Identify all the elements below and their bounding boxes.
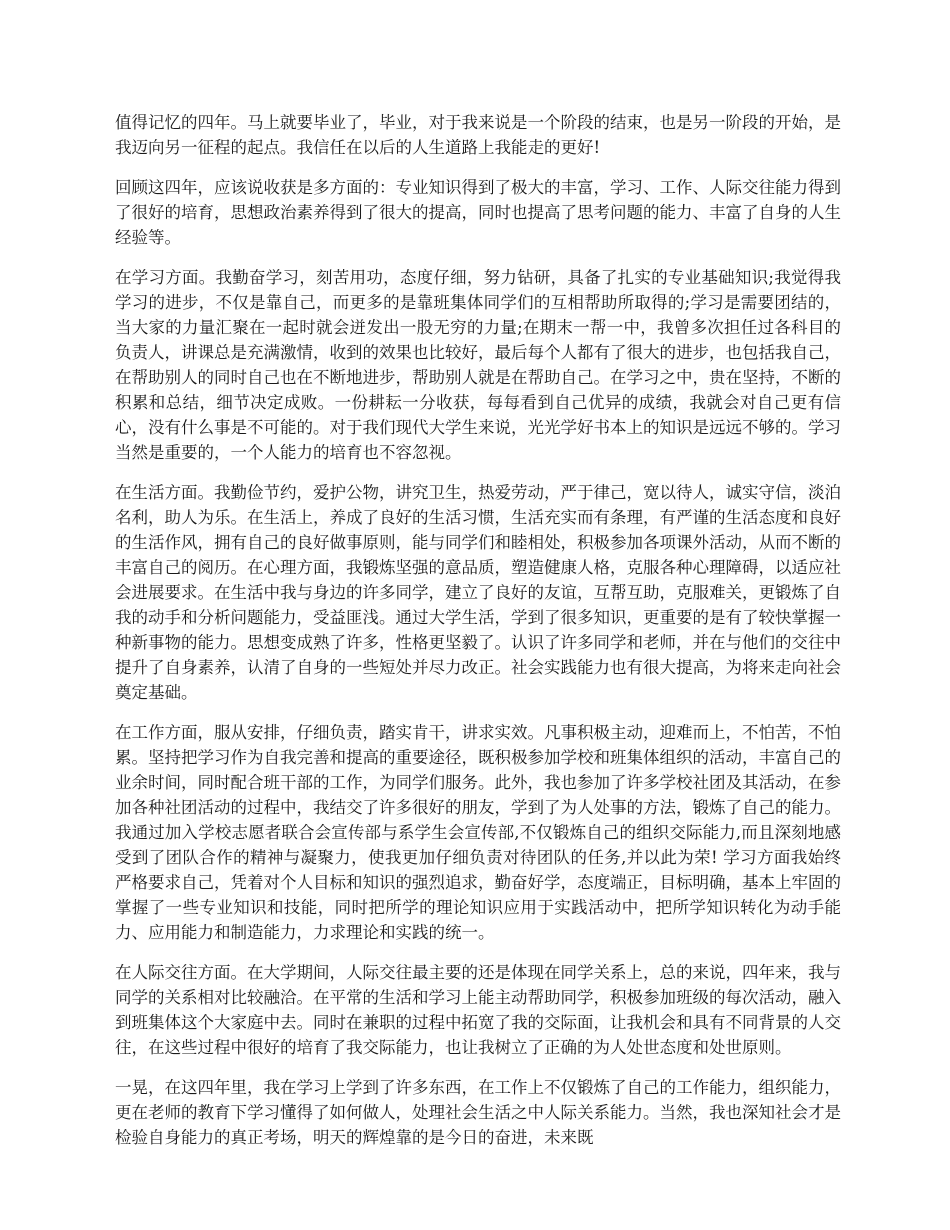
paragraph-life: 在生活方面。我勤俭节约，爱护公物，讲究卫生，热爱劳动，严于律己，宽以待人，诚实守信，淡泊名利，助人为乐。在生活上，养成了良好的生活习惯，生活充实而有条理，有严谨的生活态度和良好的生活作风，拥有自己的良好做事原则，能与同学们和睦相处，积极参加各项课外活动，从而不断的丰富自己的阅历。在心理方面，我锻炼坚强的意品质，塑造健康人格，克服各种心理障碍，以适应社会进展要求。在生活中我与身边的许多同学，建立了良好的友谊，互帮互助，克服难关，更锻炼了自我的动手和分析问题能力，受益匪浅。通过大学生活，学到了很多知识，更重要的是有了较快掌握一种新事物的能力。思想变成熟了许多，性格更坚毅了。认识了许多同学和老师，并在与他们的交往中提升了自身素养，认清了自身的一些短处并尽力改正。社会实践能力也有很大提高，为将来走向社会奠定基础。 xyxy=(115,483,841,702)
paragraph-conclusion: 一晃，在这四年里，我在学习上学到了许多东西，在工作上不仅锻炼了自己的工作能力，组织能力，更在老师的教育下学习懂得了如何做人，处理社会生活之中人际关系能力。当然，我也深知社会才是检验自身能力的真正考场，明天的辉煌靠的是今日的奋进，未来既 xyxy=(115,1078,841,1147)
paragraph-work: 在工作方面，服从安排，仔细负责，踏实肯干，讲求实效。凡事积极主动，迎难而上，不怕苦，不怕累。坚持把学习作为自我完善和提高的重要途径，既积极参加学校和班集体组织的活动，丰富自己的业余时间，同时配合班干部的工作，为同学们服务。此外，我也参加了许多学校社团及其活动，在参加各种社团活动的过程中，我结交了许多很好的朋友，学到了为人处事的方法，锻炼了自己的能力。我通过加入学校志愿者联合会宣传部与系学生会宣传部,不仅锻炼自己的组织交际能力,而且深刻地感受到了团队合作的精神与凝聚力，使我更加仔细负责对待团队的任务,并以此为荣! 学习方面我始终严格要求自己，凭着对个人目标和知识的强烈追求，勤奋好学，态度端正，目标明确，基本上牢固的掌握了一些专业知识和技能，同时把所学的理论知识应用于实践活动中，把所学知识转化为动手能力、应用能力和制造能力，力求理论和实践的统一。 xyxy=(115,723,841,942)
document-body xyxy=(115,110,841,1165)
paragraph-intro: 值得记忆的四年。马上就要毕业了，毕业，对于我来说是一个阶段的结束，也是另一阶段的开始，是我迈向另一征程的起点。我信任在以后的人生道路上我能走的更好! xyxy=(115,113,841,157)
paragraph-review: 回顾这四年，应该说收获是多方面的：专业知识得到了极大的丰富，学习、工作、人际交往能力得到了很好的培育，思想政治素养得到了很大的提高，同时也提高了思考问题的能力、丰富了自身的人生经验等。 xyxy=(115,178,841,247)
paragraph-study: 在学习方面。我勤奋学习，刻苦用功，态度仔细，努力钻研，具备了扎实的专业基础知识;我觉得我学习的进步，不仅是靠自己，而更多的是靠班集体同学们的互相帮助所取得的;学习是需要团结的，当大家的力量汇聚在一起时就会迸发出一股无穷的力量;在期末一帮一中，我曾多次担任过各科目的负责人，讲课总是充满激情，收到的效果也比较好，最后每个人都有了很大的进步，也包括我自己，在帮助别人的同时自己也在不断地进步，帮助别人就是在帮助自己。在学习之中，贵在坚持，不断的积累和总结，细节决定成败。一份耕耘一分收获，每每看到自己优异的成绩，我就会对自己更有信心，没有什么事是不可能的。对于我们现代大学生来说，光光学好书本上的知识是远远不够的。学习当然是重要的，一个人能力的培育也不容忽视。 xyxy=(115,268,841,462)
paragraph-interpersonal: 在人际交往方面。在大学期间，人际交往最主要的还是体现在同学关系上，总的来说，四年来，我与同学的关系相对比较融洽。在平常的生活和学习上能主动帮助同学，积极参加班级的每次活动，融入到班集体这个大家庭中去。同时在兼职的过程中拓宽了我的交际面，让我机会和具有不同背景的人交往，在这些过程中很好的培育了我交际能力，也让我树立了正确的为人处世态度和处世原则。 xyxy=(115,963,841,1057)
